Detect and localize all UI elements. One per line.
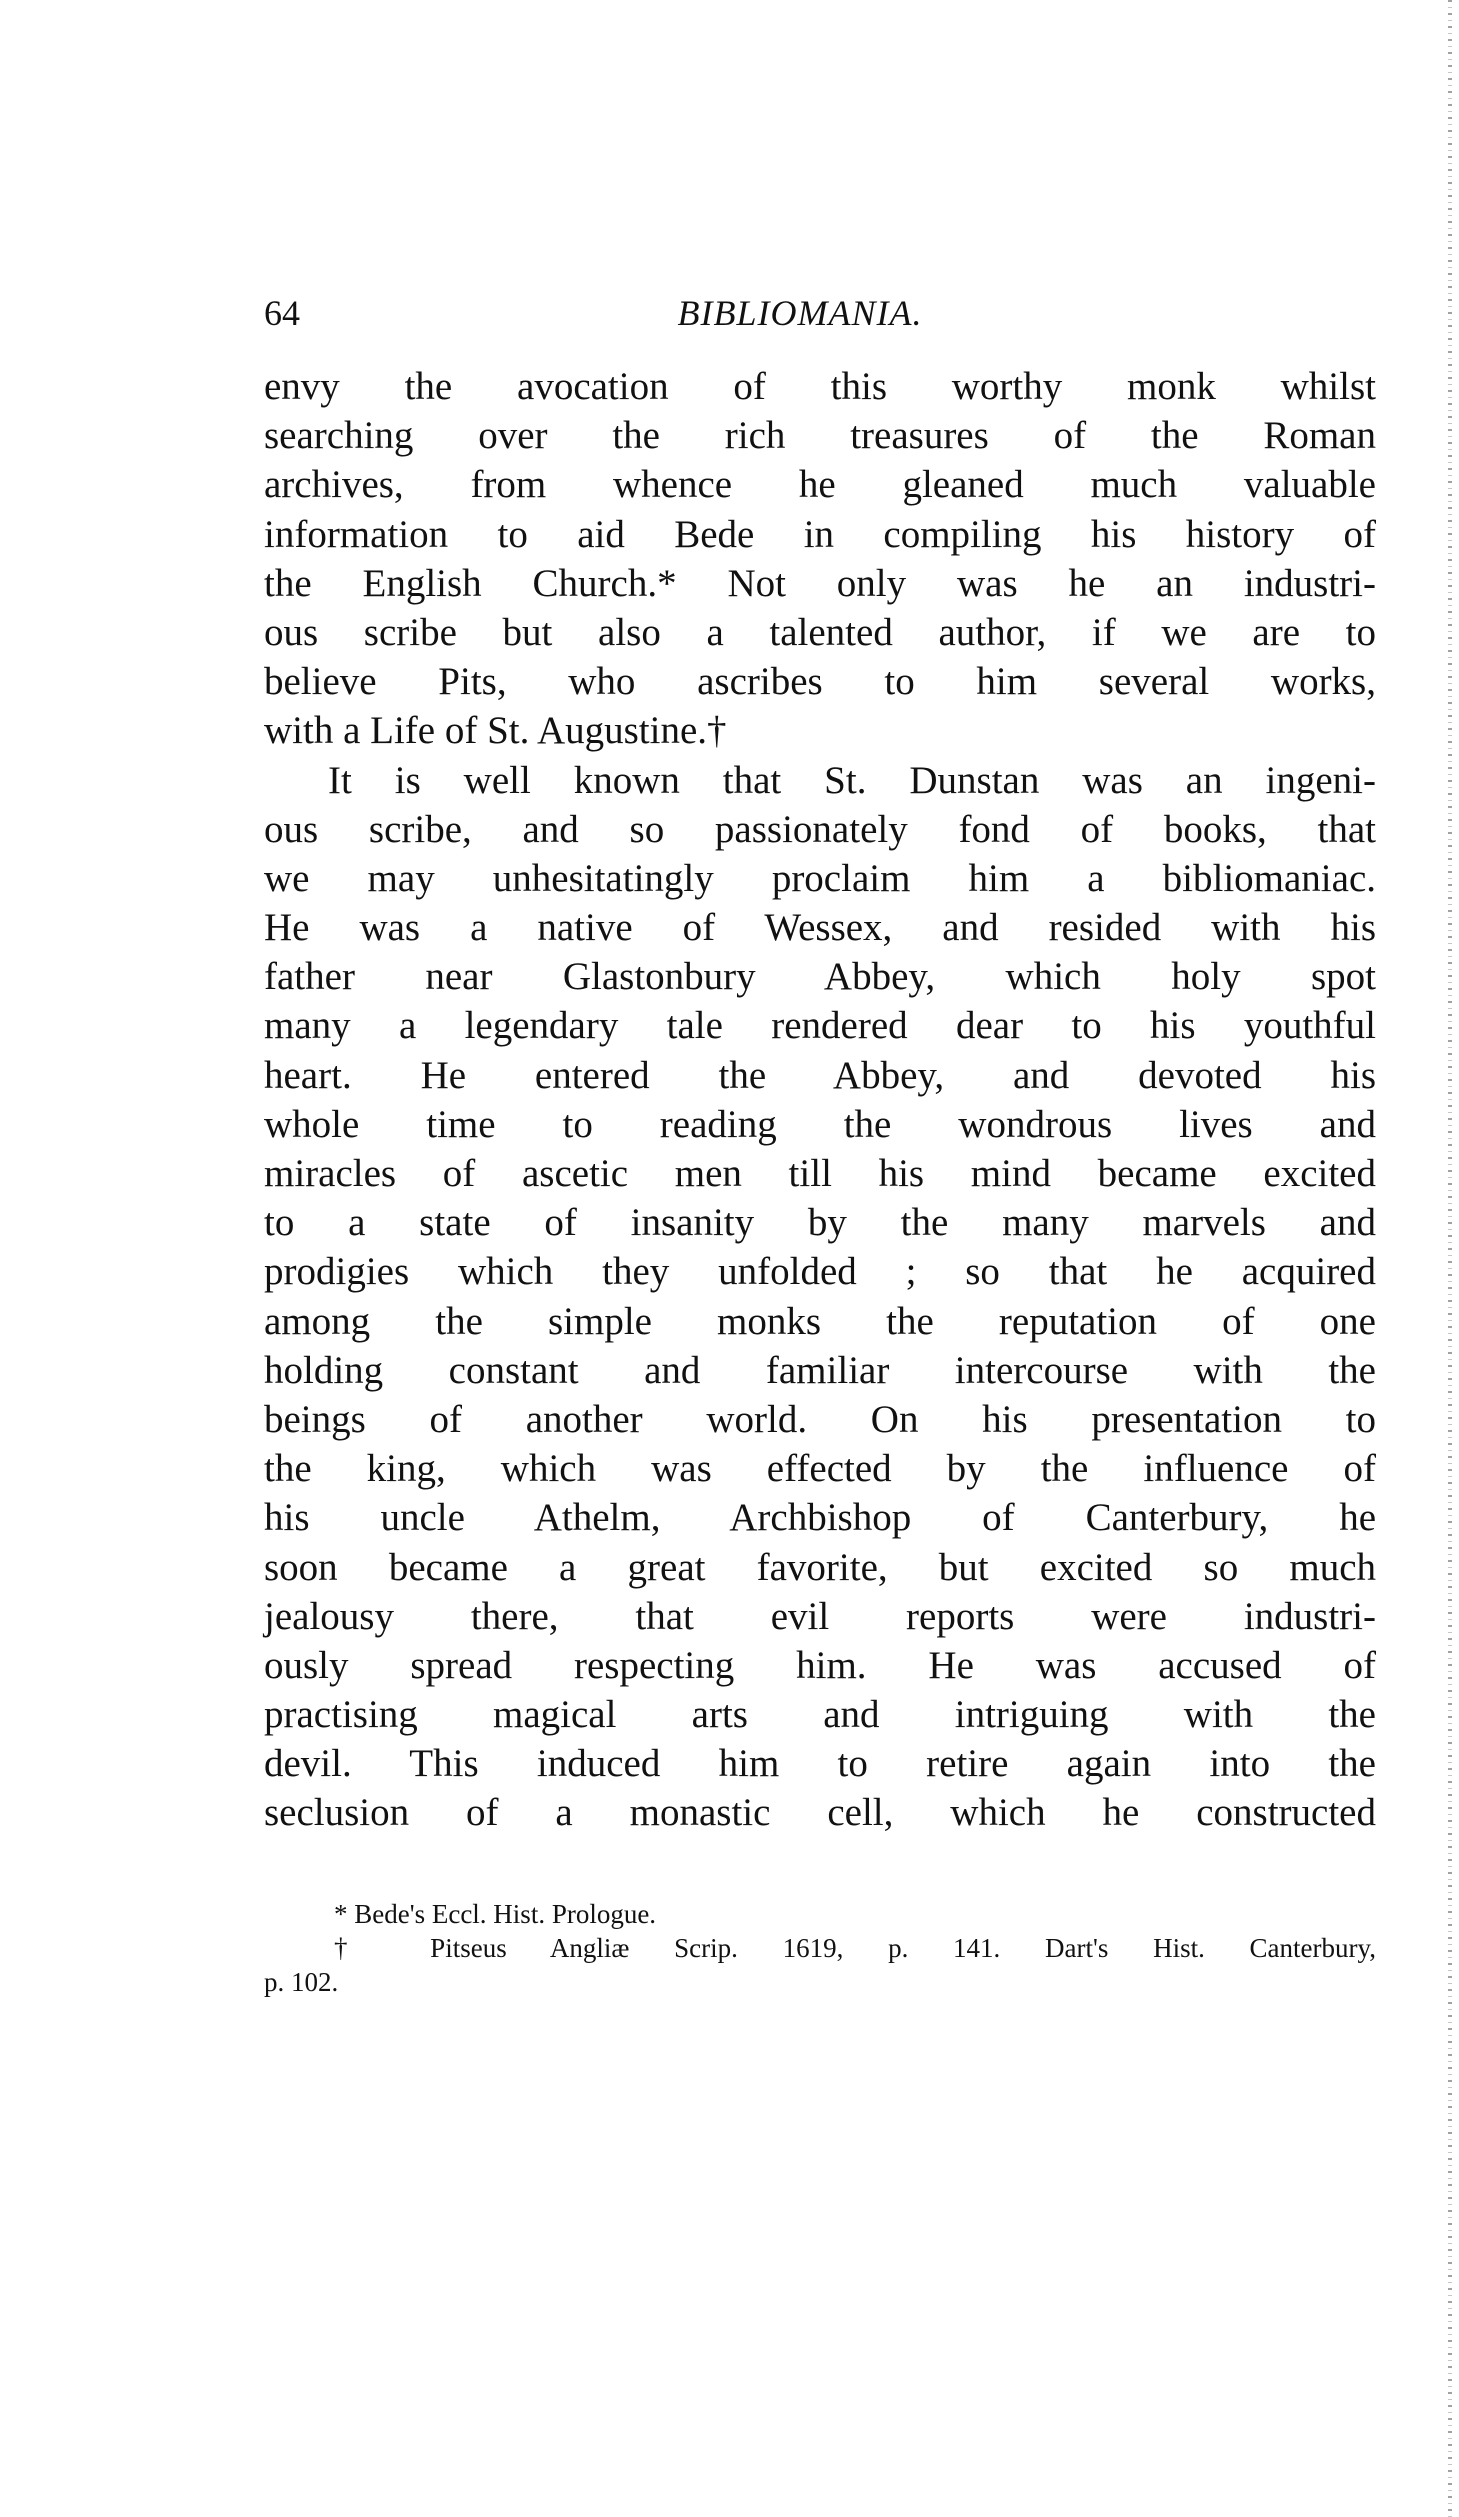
text-line: heart. He entered the Abbey, and devoted his <box>264 1053 1376 1097</box>
text-line: prodigies which they unfolded ; so that he acquired <box>264 1250 1376 1294</box>
text-line: miracles of ascetic men till his mind became excited <box>264 1152 1376 1195</box>
page-header <box>264 292 1376 342</box>
text-line: seclusion of a monastic cell, which he constructed <box>264 1791 1376 1835</box>
text-line: ously spread respecting him. He was accused of <box>264 1643 1376 1687</box>
page-edge-scan-artifact <box>1448 0 1452 2517</box>
footnote-line: † Pitseus Angliæ Scrip. 1619, p. 141. Dart's Hist. Canterbury, <box>334 1933 1376 1963</box>
text-line: believe Pits, who ascribes to him several works, <box>264 660 1376 704</box>
body-text <box>264 362 1376 1838</box>
text-line: his uncle Athelm, Archbishop of Canterbury, he <box>264 1496 1376 1540</box>
running-title: BIBLIOMANIA. <box>677 293 923 333</box>
page-number: 64 <box>264 293 300 333</box>
text-line: beings of another world. On his presentation to <box>264 1397 1376 1441</box>
text-line: envy the avocation of this worthy monk whilst <box>264 365 1376 408</box>
text-line: the king, which was effected by the influence of <box>264 1447 1376 1491</box>
footnote-line: * Bede's Eccl. Hist. Prologue. <box>334 1899 657 1929</box>
text-line: father near Glastonbury Abbey, which holy spot <box>264 955 1376 999</box>
text-line: many a legendary tale rendered dear to his youthful <box>264 1004 1376 1048</box>
text-line: information to aid Bede in compiling his history of <box>264 512 1376 556</box>
text-line: It is well known that St. Dunstan was an ingeni- <box>328 758 1376 802</box>
text-line: with a Life of St. Augustine.† <box>264 709 727 753</box>
text-line: ous scribe but also a talented author, if we are to <box>264 610 1376 654</box>
text-line: soon became a great favorite, but excited so much <box>264 1545 1376 1589</box>
text-line: to a state of insanity by the many marvels and <box>264 1201 1376 1245</box>
text-line: the English Church.* Not only was he an industri- <box>264 561 1376 605</box>
text-line: He was a native of Wessex, and resided with his <box>264 906 1376 950</box>
text-line: searching over the rich treasures of the Roman <box>264 414 1376 458</box>
text-line: jealousy there, that evil reports were industri- <box>264 1594 1376 1638</box>
text-line: whole time to reading the wondrous lives and <box>264 1102 1376 1146</box>
text-line: holding constant and familiar intercourse with the <box>264 1348 1376 1392</box>
text-line: among the simple monks the reputation of one <box>264 1299 1376 1343</box>
text-line: archives, from whence he gleaned much valuable <box>264 463 1376 507</box>
text-line: practising magical arts and intriguing with the <box>264 1693 1376 1737</box>
footnotes <box>264 1897 1376 1999</box>
text-line: ous scribe, and so passionately fond of books, that <box>264 807 1376 851</box>
footnote-line: p. 102. <box>264 1967 339 1997</box>
text-line: devil. This induced him to retire again into the <box>264 1742 1376 1786</box>
text-line: we may unhesitatingly proclaim him a bibliomaniac. <box>264 856 1376 900</box>
